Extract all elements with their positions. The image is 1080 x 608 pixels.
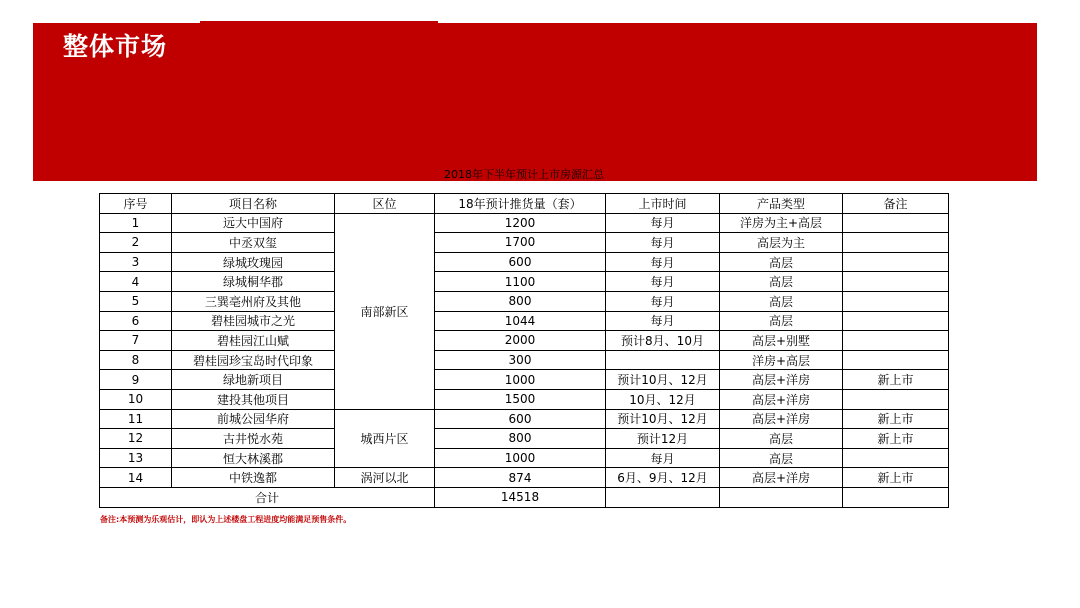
table-row [100,213,949,233]
cell-no: 2 [100,233,172,253]
cell-project-name: 三巽亳州府及其他 [172,291,335,311]
cell-launch-time: 每月 [606,291,720,311]
cell-quantity: 800 [435,291,606,311]
cell-project-name: 建投其他项目 [172,389,335,409]
cell-quantity: 1044 [435,311,606,331]
table-row [100,468,949,488]
cell-region: 城西片区 [335,409,435,468]
cell-launch-time: 每月 [606,272,720,292]
cell-no: 14 [100,468,172,488]
cell-launch-time: 每月 [606,252,720,272]
header-product-type: 产品类型 [720,194,843,214]
cell-quantity: 600 [435,409,606,429]
cell-launch-time: 预计12月 [606,429,720,449]
cell-note: 新上市 [843,429,949,449]
cell-region: 涡河以北 [335,468,435,488]
cell-project-name: 远大中国府 [172,213,335,233]
header-project-name: 项目名称 [172,194,335,214]
cell-launch-time [606,350,720,370]
cell-no: 8 [100,350,172,370]
cell-note: 新上市 [843,409,949,429]
cell-launch-time: 每月 [606,213,720,233]
table-row [100,370,949,390]
cell-project-name: 碧桂园城市之光 [172,311,335,331]
table-caption: 2018年下半年预计上市房源汇总 [444,168,604,181]
cell-product-type: 高层+别墅 [720,331,843,351]
table-row [100,272,949,292]
cell-note [843,389,949,409]
cell-launch-time: 预计8月、10月 [606,331,720,351]
cell-product-type: 高层+洋房 [720,389,843,409]
cell-region: 南部新区 [335,213,435,409]
table-row [100,389,949,409]
total-quantity: 14518 [435,487,606,507]
cell-project-name: 绿城桐华郡 [172,272,335,292]
cell-product-type: 洋房为主+高层 [720,213,843,233]
cell-quantity: 874 [435,468,606,488]
cell-launch-time: 10月、12月 [606,389,720,409]
cell-product-type: 高层 [720,291,843,311]
total-label: 合计 [100,487,435,507]
cell-product-type: 高层+洋房 [720,409,843,429]
cell-project-name: 中铁逸都 [172,468,335,488]
cell-product-type: 高层+洋房 [720,370,843,390]
footnote: 备注:本预测为乐观估计，即认为上述楼盘工程进度均能满足预售条件。 [100,515,352,524]
cell-project-name: 前城公园华府 [172,409,335,429]
cell-project-name: 碧桂园珍宝岛时代印象 [172,350,335,370]
cell-no: 13 [100,448,172,468]
table-row [100,291,949,311]
cell-note [843,252,949,272]
housing-supply-table [99,193,949,508]
cell-note [843,233,949,253]
cell-project-name: 绿地新项目 [172,370,335,390]
cell-no: 6 [100,311,172,331]
cell-project-name: 恒大林溪郡 [172,448,335,468]
cell-note [843,448,949,468]
cell-no: 9 [100,370,172,390]
cell-quantity: 1000 [435,370,606,390]
cell-note [843,213,949,233]
cell-project-name: 中丞双玺 [172,233,335,253]
total-row [100,487,949,507]
table-header-row [100,194,949,214]
header-launch-time: 上市时间 [606,194,720,214]
cell-no: 4 [100,272,172,292]
table-row [100,448,949,468]
cell-quantity: 800 [435,429,606,449]
cell-no: 11 [100,409,172,429]
cell-product-type: 高层 [720,252,843,272]
cell-launch-time: 每月 [606,311,720,331]
cell-launch-time: 6月、9月、12月 [606,468,720,488]
cell-project-name: 碧桂园江山赋 [172,331,335,351]
table-row [100,331,949,351]
total-empty-time [606,487,720,507]
cell-no: 1 [100,213,172,233]
cell-product-type: 高层 [720,429,843,449]
cell-note [843,311,949,331]
cell-note: 新上市 [843,370,949,390]
header-no: 序号 [100,194,172,214]
table-row [100,252,949,272]
cell-quantity: 1500 [435,389,606,409]
cell-product-type: 高层为主 [720,233,843,253]
header-region: 区位 [335,194,435,214]
cell-note [843,350,949,370]
table-row [100,350,949,370]
cell-launch-time: 预计10月、12月 [606,370,720,390]
cell-no: 3 [100,252,172,272]
cell-no: 7 [100,331,172,351]
cell-note [843,291,949,311]
cell-quantity: 2000 [435,331,606,351]
cell-quantity: 600 [435,252,606,272]
cell-note [843,272,949,292]
cell-product-type: 高层 [720,448,843,468]
cell-note: 新上市 [843,468,949,488]
cell-launch-time: 每月 [606,448,720,468]
cell-product-type: 高层+洋房 [720,468,843,488]
cell-product-type: 洋房+高层 [720,350,843,370]
cell-quantity: 1200 [435,213,606,233]
table-row [100,233,949,253]
total-empty-note [843,487,949,507]
header-banner [33,23,1037,181]
cell-no: 5 [100,291,172,311]
header-note: 备注 [843,194,949,214]
total-empty-type [720,487,843,507]
cell-project-name: 绿城玫瑰园 [172,252,335,272]
table-row [100,409,949,429]
header-quantity: 18年预计推货量（套） [435,194,606,214]
cell-project-name: 古井悦水苑 [172,429,335,449]
cell-note [843,331,949,351]
cell-quantity: 1000 [435,448,606,468]
page-title: 整体市场 [63,32,168,61]
cell-no: 12 [100,429,172,449]
cell-launch-time: 预计10月、12月 [606,409,720,429]
cell-launch-time: 每月 [606,233,720,253]
cell-quantity: 1700 [435,233,606,253]
table-row [100,429,949,449]
table-row [100,311,949,331]
cell-quantity: 300 [435,350,606,370]
cell-product-type: 高层 [720,311,843,331]
cell-product-type: 高层 [720,272,843,292]
cell-quantity: 1100 [435,272,606,292]
cell-no: 10 [100,389,172,409]
